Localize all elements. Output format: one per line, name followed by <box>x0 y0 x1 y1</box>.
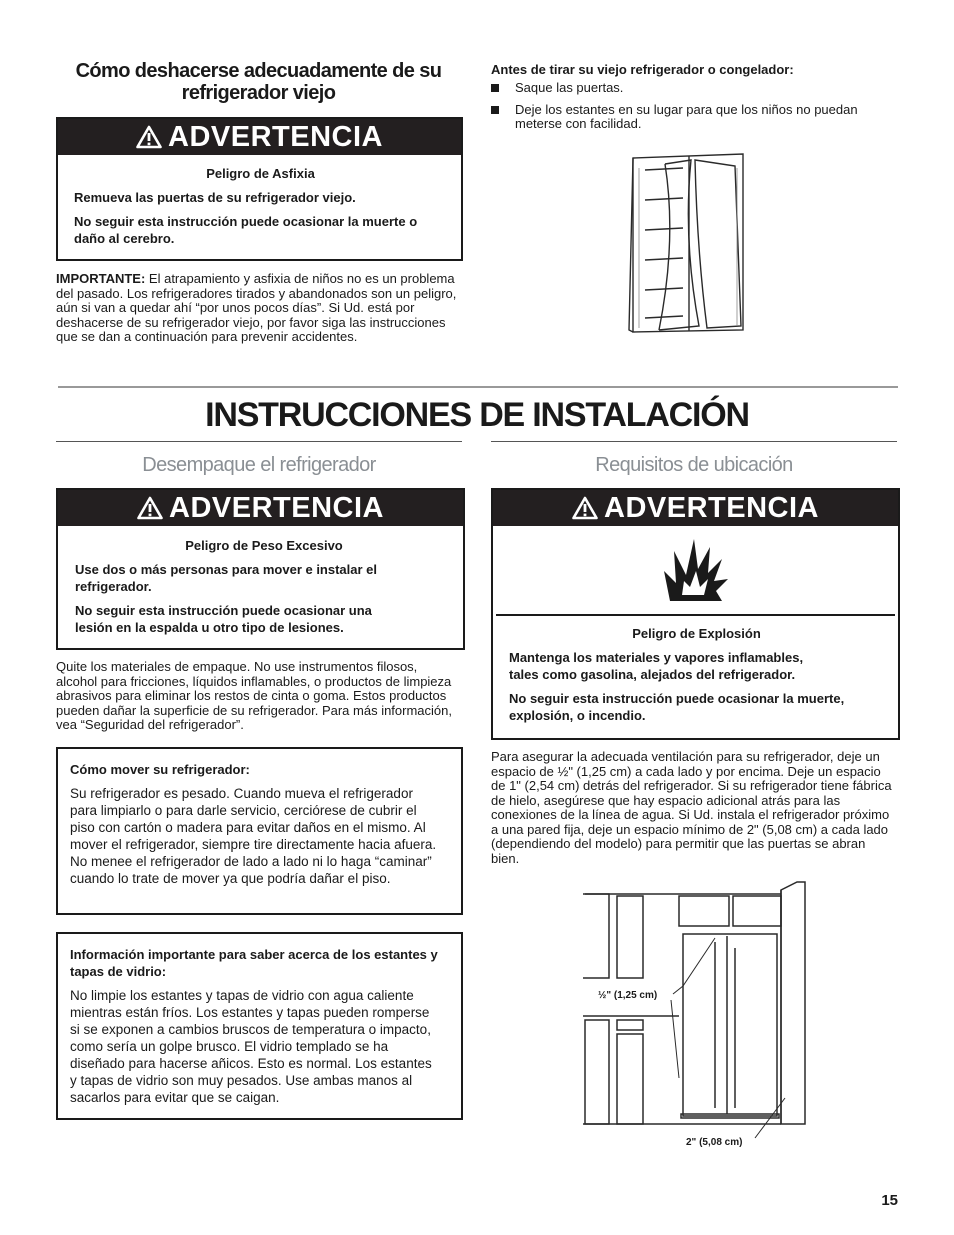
warning-triangle-icon <box>136 125 162 149</box>
before-disposal-heading-text: Antes de tirar su viejo refrigerador o congelador: <box>491 62 794 77</box>
warning-line: Use dos o más personas para mover e instalar el refrigerador. <box>75 562 378 594</box>
important-label: IMPORTANTE: <box>56 271 146 286</box>
moving-info-box <box>56 747 463 915</box>
warning-triangle-icon <box>137 496 163 520</box>
warning-label: ADVERTENCIA <box>604 491 819 524</box>
warning-header <box>58 119 461 155</box>
warning-line: No seguir esta instrucción puede ocasionar la muerte, explosión, o incendio. <box>509 691 845 723</box>
location-heading: Requisitos de ubicación <box>595 454 793 476</box>
warning-line: Mantenga los materiales y vapores inflamables, tales como gasolina, alejados del refrigerador. <box>509 650 804 682</box>
warning-title: Peligro de Explosión <box>632 626 761 641</box>
moving-text: Su refrigerador es pesado. Cuando mueva el refrigerador para limpiarlo o para darle servicio, cerciórese de cubrir el piso con cartón o madera para evitar daños en el mismo. Al mover el refrigerador, siempre tire directamente hacia afuera. No menee el refrigerador de lado a lado ni lo haga “caminar” cuando lo trate de mover ya que podría dañar el piso. <box>70 786 437 886</box>
suffocation-warning-box <box>56 117 463 261</box>
warning-label: ADVERTENCIA <box>168 120 383 153</box>
warning-header <box>493 490 898 526</box>
glass-title: Información importante para saber acerca de los estantes y tapas de vidrio: <box>70 947 438 979</box>
column-divider-left <box>56 441 462 442</box>
page-number: 15 <box>881 1192 898 1209</box>
clearance-diagram <box>575 878 815 1150</box>
column-divider-right <box>491 441 897 442</box>
weight-warning-box <box>56 488 465 650</box>
half-inch-clearance-label: ½" (1,25 cm) <box>598 990 658 1001</box>
warning-line: No seguir esta instrucción puede ocasionar una lesión en la espalda u otro tipo de lesiones. <box>75 603 372 635</box>
important-text: El atrapamiento y asfixia de niños no es un problema del pasado. Los refrigeradores tirados y abandonados son un peligro, aún si van a quedar ahí “por unos pocos días”. Si Ud. está por deshacerse de su refrigerador viejo, por favor siga las instrucciones que se dan a continuación para prevenir accidentes. <box>56 271 457 344</box>
unpack-text: Quite los materiales de empaque. No use instrumentos filosos, alcohol para fricciones, líquidos inflamables, o productos de limpieza abrasivos para eliminar los restos de cinta o goma. Estos productos pueden dañar la superficie de su refrigerador. Para más información, vea “Seguridad del refrigerador”. <box>56 659 452 732</box>
glass-text: No limpie los estantes y tapas de vidrio con agua caliente mientras están fríos. Los estantes y tapas pueden romperse si se exponen a cambios bruscos de temperatura o impacto, como sería un golpe brusco. El vidrio templado se ha diseñado para hacerse añicos. Esto es normal. Los estantes y tapas de vidrio son muy pesados. Use ambas manos al sacarlos para evitar que se caigan. <box>70 988 432 1105</box>
page-title: INSTRUCCIONES DE INSTALACIÓN <box>205 396 749 434</box>
bullet-square-icon <box>491 106 499 114</box>
warning-title: Peligro de Asfixia <box>206 166 315 181</box>
location-text: Para asegurar la adecuada ventilación para su refrigerador, deje un espacio de ½" (1,25 cm) a cada lado y por encima. Deje un espacio de 1" (2,54 cm) detrás del refrigerador. Si su refrigerador tiene fábrica de hielo, asegúrese que hay espacio adicional atrás para las conexiones de la línea de agua. Si Ud. instala el refrigerador próximo a una pared fija, deje un espacio mínimo de 2" (5,08 cm) a cada lado (dependiendo del modelo) para permitir que las puertas se abran bien. <box>491 749 892 866</box>
list-item <box>491 103 891 132</box>
list-item-text: Saque las puertas. <box>515 80 624 95</box>
intro-heading: Cómo deshacerse adecuadamente de su refrigerador viejo <box>75 60 442 104</box>
two-inch-clearance-label: 2" (5,08 cm) <box>686 1137 743 1148</box>
warning-header <box>58 490 463 526</box>
disposal-bullet-list <box>491 81 891 139</box>
unpack-heading: Desempaque el refrigerador <box>142 454 376 476</box>
moving-title: Cómo mover su refrigerador: <box>70 762 250 777</box>
list-item <box>491 81 891 96</box>
list-item-text: Deje los estantes en su lugar para que los niños no puedan meterse con facilidad. <box>515 101 858 131</box>
explosion-icon <box>660 535 732 605</box>
warning-title: Peligro de Peso Excesivo <box>185 538 343 553</box>
section-divider <box>58 386 898 388</box>
explosion-symbol-panel <box>496 526 895 616</box>
location-paragraph <box>491 750 896 866</box>
glass-info-box <box>56 932 463 1120</box>
important-paragraph <box>56 272 461 345</box>
warning-triangle-icon <box>572 496 598 520</box>
bullet-square-icon <box>491 84 499 92</box>
warning-line: No seguir esta instrucción puede ocasionar la muerte o daño al cerebro. <box>74 214 418 246</box>
refrigerator-doors-removed-illustration <box>625 150 765 340</box>
warning-label: ADVERTENCIA <box>169 491 384 524</box>
before-disposal-heading <box>491 63 896 78</box>
warning-line: Remueva las puertas de su refrigerador viejo. <box>74 190 356 205</box>
unpack-paragraph <box>56 660 462 733</box>
explosion-warning-box <box>491 488 900 740</box>
